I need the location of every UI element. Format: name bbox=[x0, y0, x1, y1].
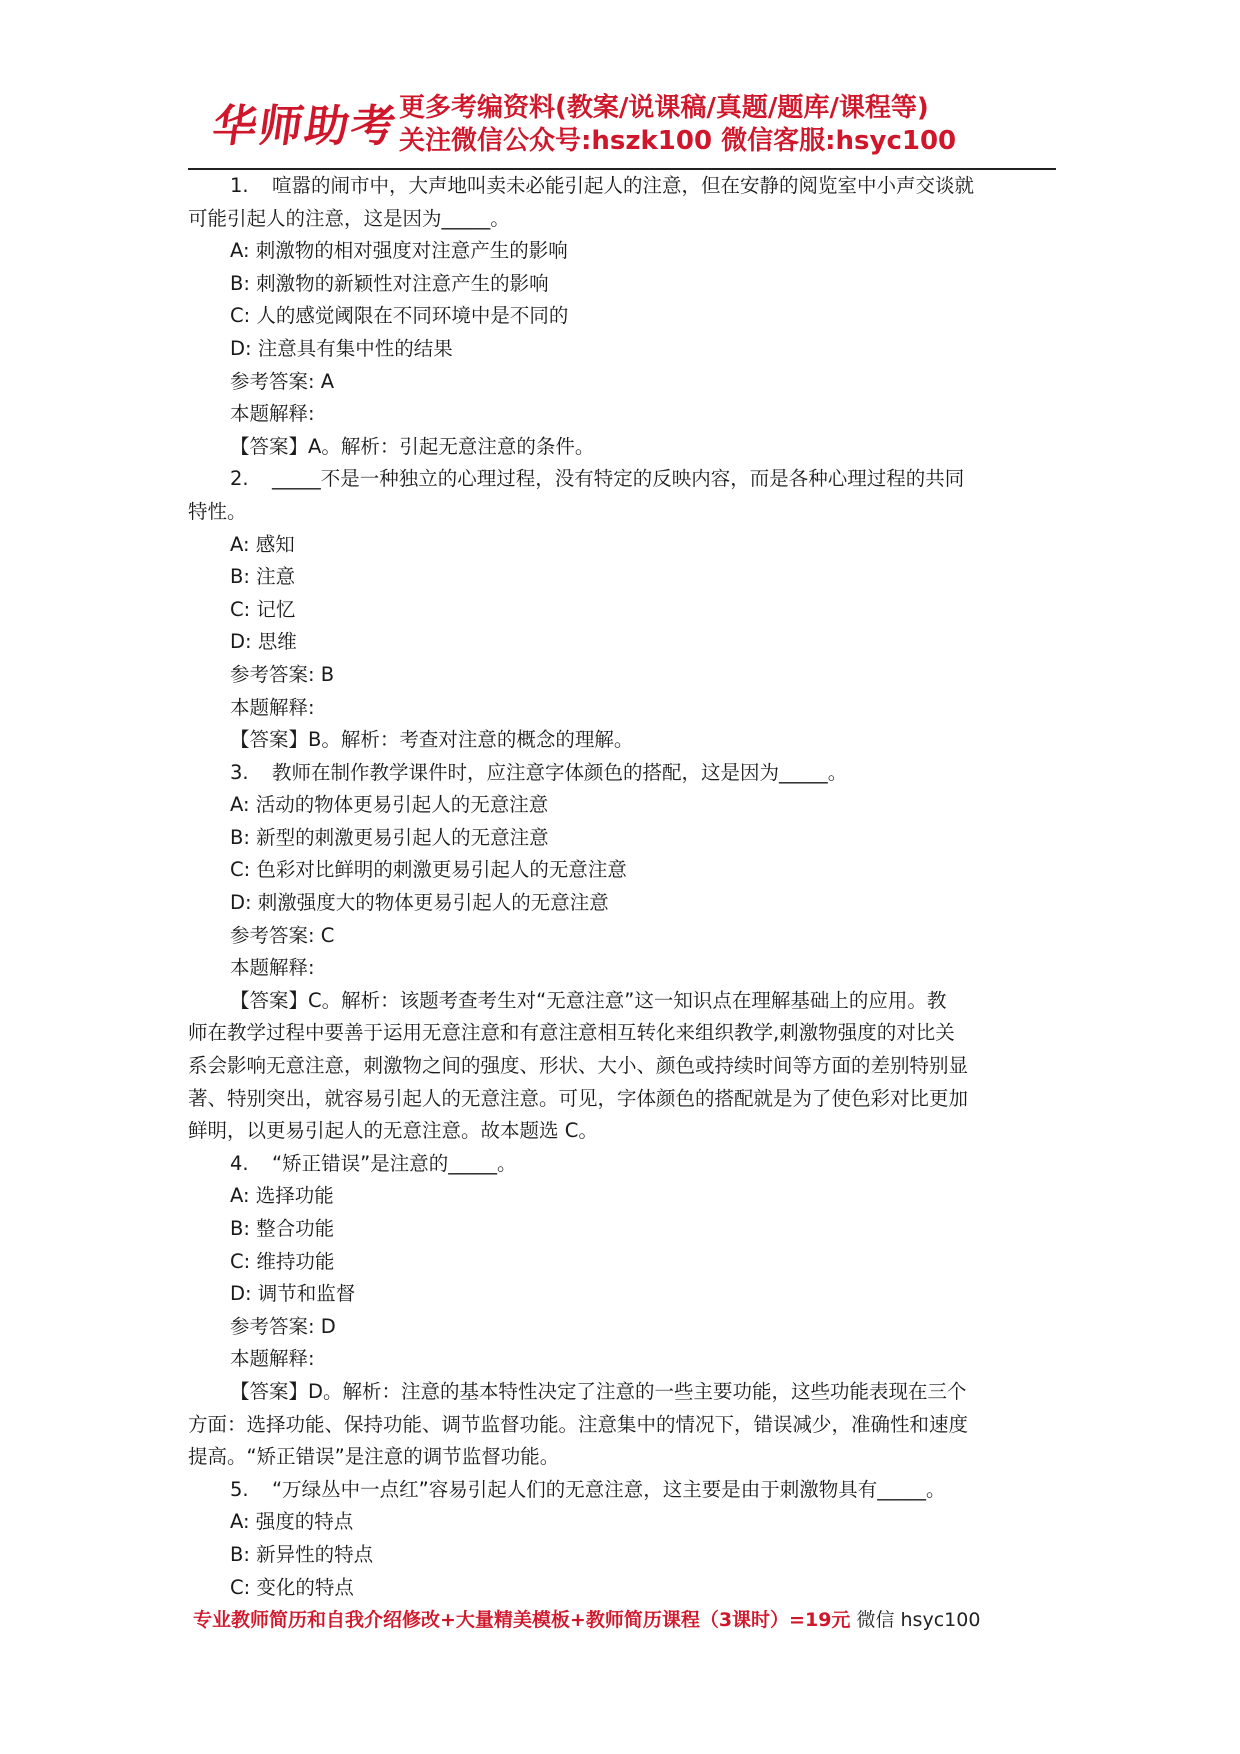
question-stem: 4. “矫正错误”是注意的_____。 bbox=[188, 1148, 1056, 1181]
option: B: 整合功能 bbox=[230, 1217, 335, 1240]
explanation-line: 师在教学过程中要善于运用无意注意和有意注意相互转化来组织教学,刺激物强度的对比关 bbox=[188, 1021, 955, 1045]
header-banner bbox=[209, 92, 1043, 162]
question-number: 1. bbox=[230, 174, 249, 197]
explanation-line: 方面：选择功能、保持功能、调节监督功能。注意集中的情况下，错误减少，准确性和速度 bbox=[188, 1412, 969, 1436]
promo-line-1: 更多考编资料(教案/说课稿/真题/题库/课程等) bbox=[399, 93, 929, 123]
explanation-label: 本题解释: bbox=[230, 956, 315, 980]
reference-answer: 参考答案: A bbox=[230, 369, 335, 393]
brand-logo-text: 华师助考 bbox=[209, 101, 401, 152]
explanation-line: 【答案】D。解析：注意的基本特性决定了注意的一些主要功能，这些功能表现在三个 bbox=[230, 1379, 967, 1403]
question-number: 5. bbox=[230, 1477, 249, 1501]
header-promo bbox=[399, 92, 956, 158]
question-stem: 5. “万绿丛中一点红”容易引起人们的无意注意，这主要是由于刺激物具有_____。 bbox=[188, 1474, 1056, 1507]
question-stem-cont: 特性。 bbox=[188, 499, 247, 523]
question-stem: 3. 教师在制作教学课件时，应注意字体颜色的搭配，这是因为_____。 bbox=[188, 757, 1056, 790]
explanation-label: 本题解释: bbox=[230, 695, 315, 719]
option: C: 维持功能 bbox=[230, 1249, 335, 1273]
option: A: 刺激物的相对强度对注意产生的影响 bbox=[230, 239, 568, 263]
question-list bbox=[188, 170, 1056, 1604]
question-number: 3. bbox=[230, 760, 249, 784]
explanation-line: 鲜明，以更易引起人的无意注意。故本题选 C。 bbox=[188, 1119, 598, 1143]
reference-answer: 参考答案: B bbox=[230, 662, 335, 686]
question-stem: 2. _____不是一种独立的心理过程，没有特定的反映内容，而是各种心理过程的共同 bbox=[188, 463, 1056, 496]
explanation: 【答案】B。解析：考查对注意的概念的理解。 bbox=[230, 728, 634, 752]
option: C: 人的感觉阈限在不同环境中是不同的 bbox=[230, 304, 569, 328]
option: D: 思维 bbox=[230, 630, 297, 654]
explanation: 【答案】A。解析：引起无意注意的条件。 bbox=[230, 434, 595, 458]
option: B: 新异性的特点 bbox=[230, 1542, 374, 1566]
question-stem-cont: 可能引起人的注意，这是因为_____。 bbox=[188, 206, 510, 230]
question-number: 2. bbox=[230, 467, 249, 491]
explanation-line: 提高。“矫正错误”是注意的调节监督功能。 bbox=[188, 1445, 560, 1469]
option: B: 新型的刺激更易引起人的无意注意 bbox=[230, 825, 549, 849]
reference-answer: 参考答案: D bbox=[230, 1314, 336, 1338]
option: B: 注意 bbox=[230, 565, 296, 589]
explanation-line: 系会影响无意注意，刺激物之间的强度、形状、大小、颜色或持续时间等方面的差别特别显 bbox=[188, 1054, 969, 1078]
option: B: 刺激物的新颖性对注意产生的影响 bbox=[230, 271, 549, 295]
explanation-label: 本题解释: bbox=[230, 402, 315, 426]
option: C: 记忆 bbox=[230, 597, 296, 621]
footer-promo: 专业教师简历和自我介绍修改+大量精美模板+教师简历课程（3课时）=19元 bbox=[193, 1609, 851, 1631]
promo-line-2: 关注微信公众号:hszk100 微信客服:hsyc100 bbox=[399, 126, 957, 156]
option: A: 选择功能 bbox=[230, 1184, 334, 1208]
option: C: 色彩对比鲜明的刺激更易引起人的无意注意 bbox=[230, 858, 627, 882]
question-number: 4. bbox=[230, 1151, 249, 1175]
option: D: 刺激强度大的物体更易引起人的无意注意 bbox=[230, 891, 609, 915]
reference-answer: 参考答案: C bbox=[230, 923, 335, 947]
explanation-line: 著、特别突出，就容易引起人的无意注意。可见，字体颜色的搭配就是为了使色彩对比更加 bbox=[188, 1086, 969, 1110]
option: D: 注意具有集中性的结果 bbox=[230, 336, 453, 360]
footer-ad bbox=[193, 1604, 1093, 1636]
question-stem: 1. 喧嚣的闹市中，大声地叫卖未必能引起人的注意，但在安静的阅览室中小声交谈就 bbox=[188, 170, 1056, 203]
option: A: 活动的物体更易引起人的无意注意 bbox=[230, 793, 549, 817]
option: D: 调节和监督 bbox=[230, 1282, 356, 1306]
explanation-label: 本题解释: bbox=[230, 1347, 315, 1371]
option: A: 强度的特点 bbox=[230, 1510, 354, 1534]
footer-contact: 微信 hsyc100 bbox=[850, 1609, 981, 1631]
option: A: 感知 bbox=[230, 532, 295, 556]
option: C: 变化的特点 bbox=[230, 1575, 354, 1599]
explanation-line: 【答案】C。解析：该题考查考生对“无意注意”这一知识点在理解基础上的应用。教 bbox=[230, 988, 947, 1012]
